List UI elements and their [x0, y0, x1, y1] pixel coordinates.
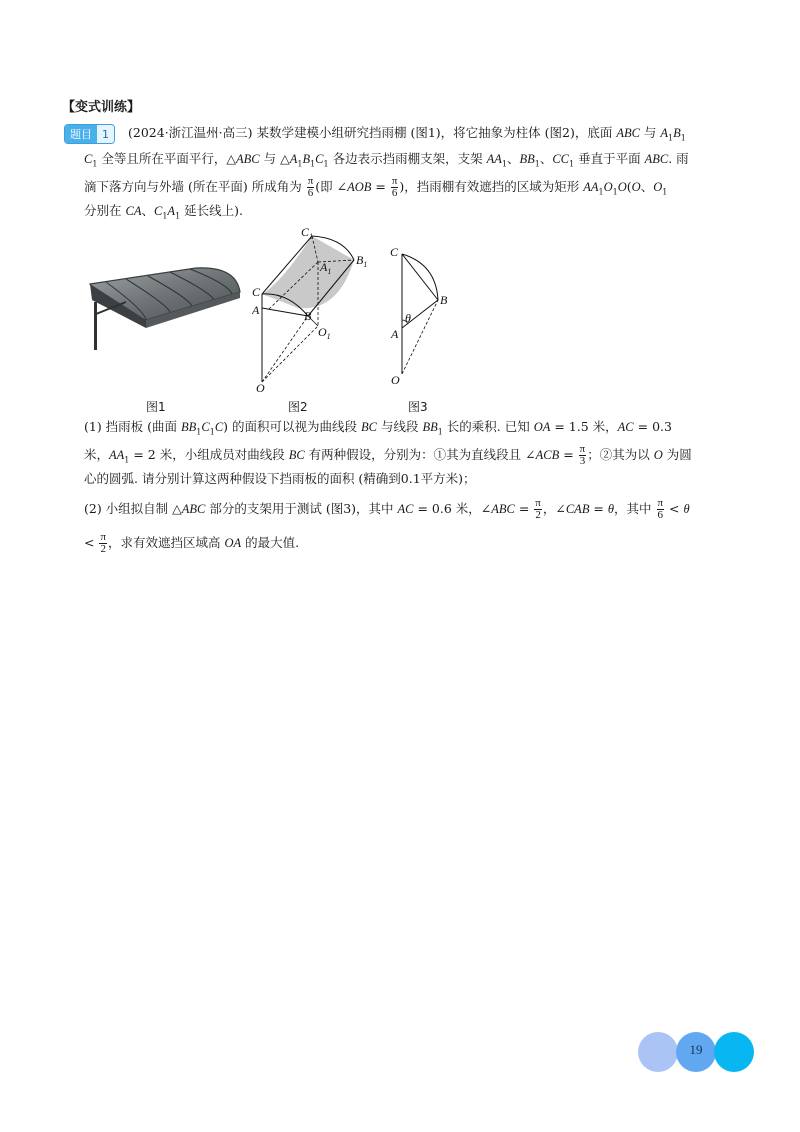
- fig3-label-theta: θ: [405, 311, 411, 325]
- pager-circle-left: [638, 1032, 678, 1072]
- fig3-label-B: B: [440, 293, 448, 307]
- fig3-label-C: C: [390, 245, 399, 259]
- part1-line-2: 米，$AA_1 = 2$ 米，小组成员对曲线段 BC 有两种假设，分别为：①其为直线段且 ∠ACB = $\frac{\pi}{3}$ ；②其为以 O 为圆: [84, 443, 692, 467]
- badge-label: 题目: [65, 125, 97, 143]
- part1-line-1: (1) 挡雨板 (曲面 $BB_1C_1C$) 的面积可以视为曲线段 BC 与线段 $BB_1$ 长的乘积. 已知 OA = 1.5 米，AC = 0.3: [84, 419, 672, 437]
- part1-line-3: 心的圆弧. 请分别计算这两种假设下挡雨板的面积 (精确到0.1平方米)；: [84, 471, 476, 486]
- figure-2-caption: 图2: [288, 400, 308, 414]
- problem-line-2: $C_1$ 全等且所在平面平行，△ABC 与 $\triangle A_1B_1C_1$ 各边表示挡雨棚支架，支架 $AA_1$、$BB_1$、$CC_1$ 垂直于平面 ABC. 雨: [84, 151, 689, 169]
- figure-3-caption: 图3: [408, 400, 428, 414]
- problem-badge: [64, 124, 115, 144]
- label-O: O: [256, 381, 265, 394]
- label-O1: $O_1$: [318, 325, 331, 341]
- part2-line-1: (2) 小组拟自制 △ABC 部分的支架用于测试 (图3)，其中 AC = 0.6 米，∠ABC = $\frac{\pi}{2}$ ，∠CAB = θ，其中 $\frac{\pi}{6}$ < θ: [84, 497, 690, 521]
- fig3-label-A: A: [391, 327, 399, 341]
- label-A: A: [252, 303, 260, 317]
- problem-line-4: 分别在 CA、$C_1A_1$ 延长线上).: [84, 203, 243, 221]
- figure-3-triangle: [386, 242, 466, 392]
- page-number: 19: [689, 1042, 703, 1057]
- label-C1: $C_1$: [301, 225, 314, 241]
- label-B1: $B_1$: [356, 253, 368, 269]
- part2-line-2: < $\frac{\pi}{2}$ ，求有效遮挡区域高 OA 的最大值.: [84, 531, 300, 555]
- label-B: B: [304, 309, 312, 323]
- fig3-label-O: O: [391, 373, 400, 387]
- figure-1-awning: [86, 262, 246, 358]
- problem-line-3: 滴下落方向与外墙 (所在平面) 所成角为 $\frac{\pi}{6}$ (即 ∠AOB = $\frac{\pi}{6}$ )，挡雨棚有效遮挡的区域为矩形 $AA_1O_1O(O$、$O_1$: [84, 175, 668, 199]
- badge-number: 1: [97, 125, 114, 143]
- section-title: 【变式训练】: [62, 100, 141, 115]
- label-A1: $A_1$: [320, 260, 332, 276]
- pager-circle-right: [714, 1032, 754, 1072]
- figure-2-prism: [252, 222, 382, 394]
- problem-line-1: (2024·浙江温州·高三) 某数学建模小组研究挡雨棚 (图1)，将它抽象为柱体 (图2)，底面 ABC 与 $A_1B_1$: [128, 125, 686, 143]
- figure-1-caption: 图1: [146, 400, 166, 414]
- label-C: C: [252, 285, 261, 299]
